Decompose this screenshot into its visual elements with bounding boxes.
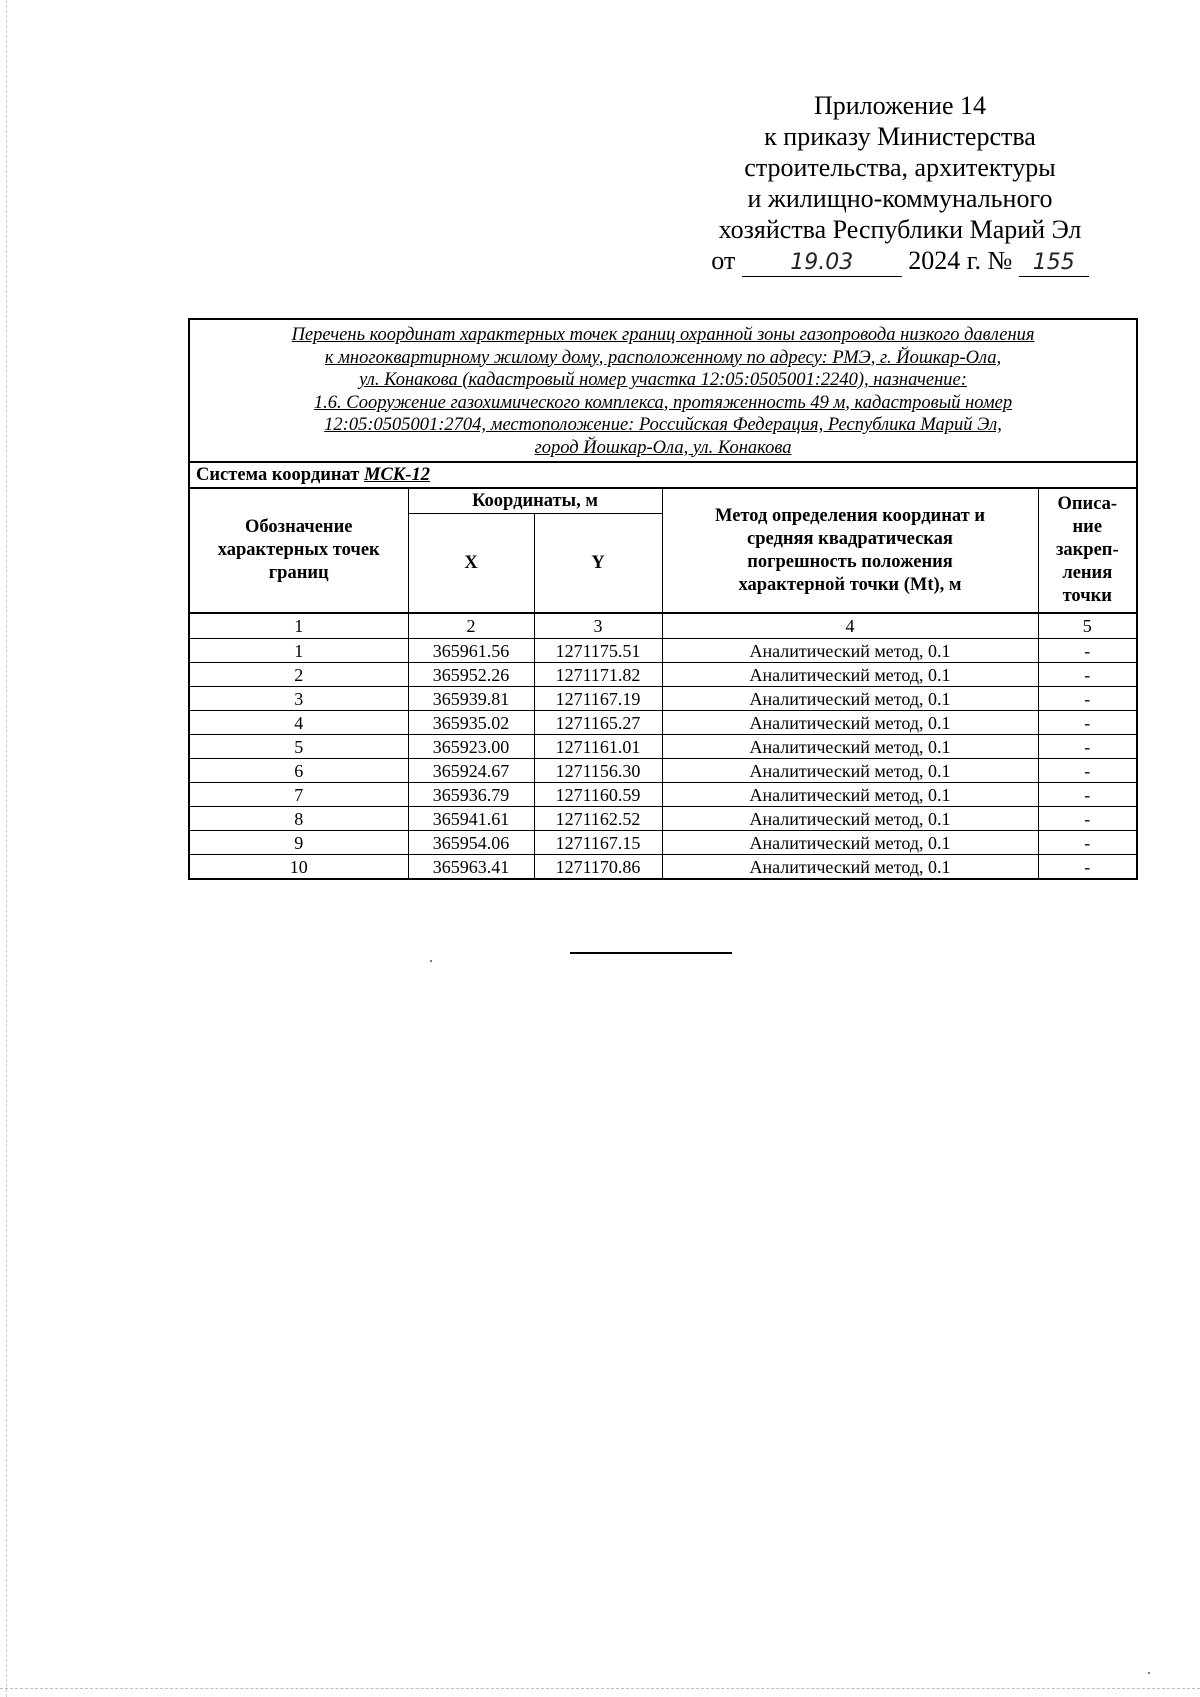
- table-row: [189, 663, 1137, 687]
- cell-y: 1271170.86: [534, 855, 662, 880]
- header-text: характерной точки (Mt), м: [738, 574, 962, 595]
- cell-y: 1271161.01: [534, 735, 662, 759]
- cell-method: Аналитический метод, 0.1: [662, 663, 1038, 687]
- table-row: [189, 831, 1137, 855]
- appendix-header: [690, 90, 1110, 277]
- scan-speck: [1148, 1672, 1150, 1674]
- cell-point-number: 6: [189, 759, 408, 783]
- header-text: погрешность положения: [747, 551, 953, 572]
- cell-y: 1271162.52: [534, 807, 662, 831]
- caption-line: к многоквартирному жилому дому, расположенному по адресу: РМЭ, г. Йошкар-Ола,: [324, 347, 1002, 368]
- cell-method: Аналитический метод, 0.1: [662, 783, 1038, 807]
- cell-x: 365952.26: [408, 663, 534, 687]
- header-y: Y: [534, 514, 662, 614]
- cell-description: -: [1038, 807, 1137, 831]
- table-row: [189, 759, 1137, 783]
- coordinate-system-value: МСК-12: [364, 465, 430, 485]
- cell-point-number: 8: [189, 807, 408, 831]
- header-description: [1038, 488, 1137, 613]
- cell-method: Аналитический метод, 0.1: [662, 807, 1038, 831]
- cell-description: -: [1038, 783, 1137, 807]
- header-text: ления: [1062, 563, 1113, 583]
- cell-y: 1271165.27: [534, 711, 662, 735]
- cell-description: -: [1038, 711, 1137, 735]
- cell-description: -: [1038, 735, 1137, 759]
- table-caption: [189, 319, 1137, 462]
- coordinates-table: [188, 318, 1138, 880]
- header-line: хозяйства Республики Марий Эл: [718, 215, 1082, 244]
- handwritten-order-number: 155: [1019, 250, 1089, 277]
- cell-description: -: [1038, 663, 1137, 687]
- column-numbers-row: [189, 613, 1137, 639]
- header-method: [662, 488, 1038, 613]
- coordinate-system-row: [189, 462, 1137, 488]
- cell-x: 365941.61: [408, 807, 534, 831]
- cell-x: 365923.00: [408, 735, 534, 759]
- cell-x: 365924.67: [408, 759, 534, 783]
- cell-point-number: 5: [189, 735, 408, 759]
- cell-method: Аналитический метод, 0.1: [662, 831, 1038, 855]
- year-and-number-label: 2024 г. №: [908, 246, 1013, 275]
- caption-line: 12:05:0505001:2704, местоположение: Российская Федерация, Республика Марий Эл,: [324, 415, 1002, 435]
- cell-y: 1271167.15: [534, 831, 662, 855]
- header-text: Обозначение: [245, 517, 353, 537]
- cell-description: -: [1038, 855, 1137, 880]
- date-prefix: от: [711, 246, 736, 275]
- scan-speck: [430, 960, 432, 962]
- table-row: [189, 807, 1137, 831]
- header-line: строительства, архитектуры: [744, 153, 1056, 182]
- table-row: [189, 639, 1137, 663]
- cell-description: -: [1038, 687, 1137, 711]
- caption-line: город Йошкар-Ола, ул. Конакова: [534, 437, 792, 458]
- column-number: 2: [408, 613, 534, 639]
- cell-x: 365961.56: [408, 639, 534, 663]
- table-row: [189, 783, 1137, 807]
- table-row: [189, 711, 1137, 735]
- cell-y: 1271156.30: [534, 759, 662, 783]
- coordinate-system-label: Система координат: [196, 465, 360, 485]
- cell-x: 365963.41: [408, 855, 534, 880]
- table-row: [189, 855, 1137, 880]
- caption-row: [189, 319, 1137, 462]
- cell-x: 365939.81: [408, 687, 534, 711]
- cell-method: Аналитический метод, 0.1: [662, 687, 1038, 711]
- table-body: [189, 639, 1137, 880]
- cell-x: 365935.02: [408, 711, 534, 735]
- cell-description: -: [1038, 831, 1137, 855]
- table-row: [189, 735, 1137, 759]
- cell-method: Аналитический метод, 0.1: [662, 735, 1038, 759]
- header-line: и жилищно-коммунального: [747, 184, 1053, 213]
- cell-point-number: 3: [189, 687, 408, 711]
- cell-point-number: 4: [189, 711, 408, 735]
- cell-point-number: 7: [189, 783, 408, 807]
- cell-x: 365936.79: [408, 783, 534, 807]
- cell-method: Аналитический метод, 0.1: [662, 639, 1038, 663]
- caption-line: ул. Конакова (кадастровый номер участка 12:05:0505001:2240), назначение:: [359, 370, 967, 390]
- header-text: Описа-: [1057, 494, 1118, 514]
- cell-method: Аналитический метод, 0.1: [662, 759, 1038, 783]
- cell-y: 1271175.51: [534, 639, 662, 663]
- header-text: ние: [1072, 517, 1103, 537]
- cell-point-number: 2: [189, 663, 408, 687]
- column-number: 3: [534, 613, 662, 639]
- column-number: 4: [662, 613, 1038, 639]
- cell-point-number: 9: [189, 831, 408, 855]
- cell-y: 1271160.59: [534, 783, 662, 807]
- header-date-line: [690, 245, 1110, 277]
- cell-description: -: [1038, 639, 1137, 663]
- caption-line: 1.6. Сооружение газохимического комплекса, протяженность 49 м, кадастровый номер: [313, 392, 1013, 413]
- header-row-1: [189, 488, 1137, 514]
- header-point-designation: [189, 488, 408, 613]
- caption-line: Перечень координат характерных точек границ охранной зоны газопровода низкого давления: [291, 325, 1035, 345]
- header-text: точки: [1062, 586, 1112, 606]
- scan-edge-left: [6, 0, 7, 1697]
- header-text: характерных точек: [217, 540, 380, 560]
- header-line: к приказу Министерства: [764, 122, 1036, 151]
- cell-method: Аналитический метод, 0.1: [662, 855, 1038, 880]
- end-of-document-rule: [570, 952, 732, 954]
- cell-y: 1271171.82: [534, 663, 662, 687]
- header-text: закреп-: [1055, 540, 1119, 560]
- header-text: границ: [268, 563, 329, 583]
- header-text: средняя квадратическая: [747, 528, 953, 549]
- cell-method: Аналитический метод, 0.1: [662, 711, 1038, 735]
- cell-point-number: 10: [189, 855, 408, 880]
- header-text: Метод определения координат и: [714, 505, 986, 526]
- scan-edge-bottom: [0, 1688, 1200, 1689]
- table-row: [189, 687, 1137, 711]
- handwritten-date: 19.03: [742, 250, 902, 277]
- cell-point-number: 1: [189, 639, 408, 663]
- column-number: 1: [189, 613, 408, 639]
- header-line: Приложение 14: [813, 91, 987, 120]
- header-x: X: [408, 514, 534, 614]
- cell-x: 365954.06: [408, 831, 534, 855]
- coordinate-system: [189, 462, 1137, 488]
- cell-description: -: [1038, 759, 1137, 783]
- header-coordinates: Координаты, м: [408, 488, 662, 514]
- column-number: 5: [1038, 613, 1137, 639]
- cell-y: 1271167.19: [534, 687, 662, 711]
